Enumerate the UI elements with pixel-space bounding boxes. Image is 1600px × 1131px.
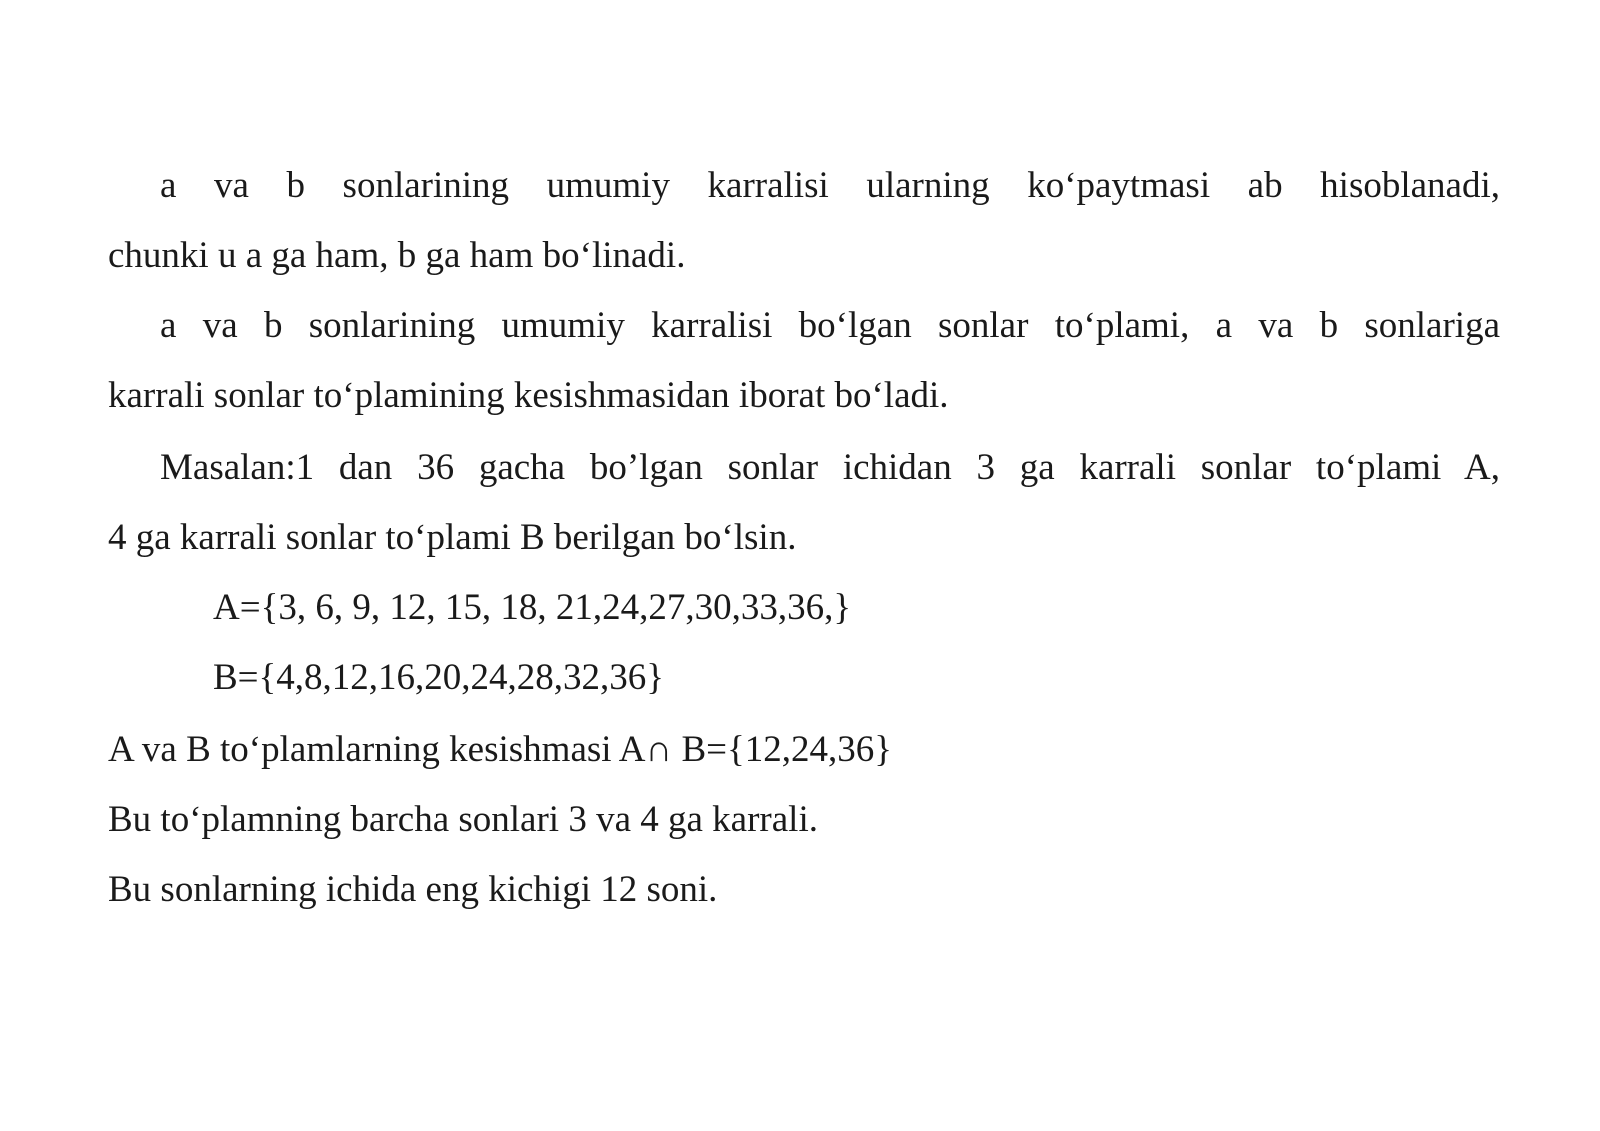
conclusion-line-1: Bu to‘plamning barcha sonlari 3 va 4 ga karrali.: [108, 799, 818, 840]
paragraph-2-line-2: karrali sonlar to‘plamining kesishmasidan iborat bo‘ladi.: [108, 375, 949, 416]
paragraph-2-line-1: a va b sonlarining umumiy karralisi bo‘lgan sonlar to‘plami, a va b sonlariga: [160, 305, 1500, 346]
set-a: A={3, 6, 9, 12, 15, 18, 21,24,27,30,33,36,}: [213, 587, 852, 628]
paragraph-1-line-2: chunki u a ga ham, b ga ham bo‘linadi.: [108, 235, 686, 276]
set-b: B={4,8,12,16,20,24,28,32,36}: [213, 657, 665, 698]
intersection-line: A va B to‘plamlarning kesishmasi A∩ B={12,24,36}: [108, 729, 893, 770]
paragraph-3-line-1: Masalan:1 dan 36 gacha bo’lgan sonlar ichidan 3 ga karrali sonlar to‘plami A,: [160, 447, 1500, 488]
paragraph-1-line-1: a va b sonlarining umumiy karralisi ularning ko‘paytmasi ab hisoblanadi,: [160, 165, 1500, 206]
conclusion-line-2: Bu sonlarning ichida eng kichigi 12 soni.: [108, 869, 718, 910]
paragraph-3-line-2: 4 ga karrali sonlar to‘plami B berilgan bo‘lsin.: [108, 517, 797, 558]
